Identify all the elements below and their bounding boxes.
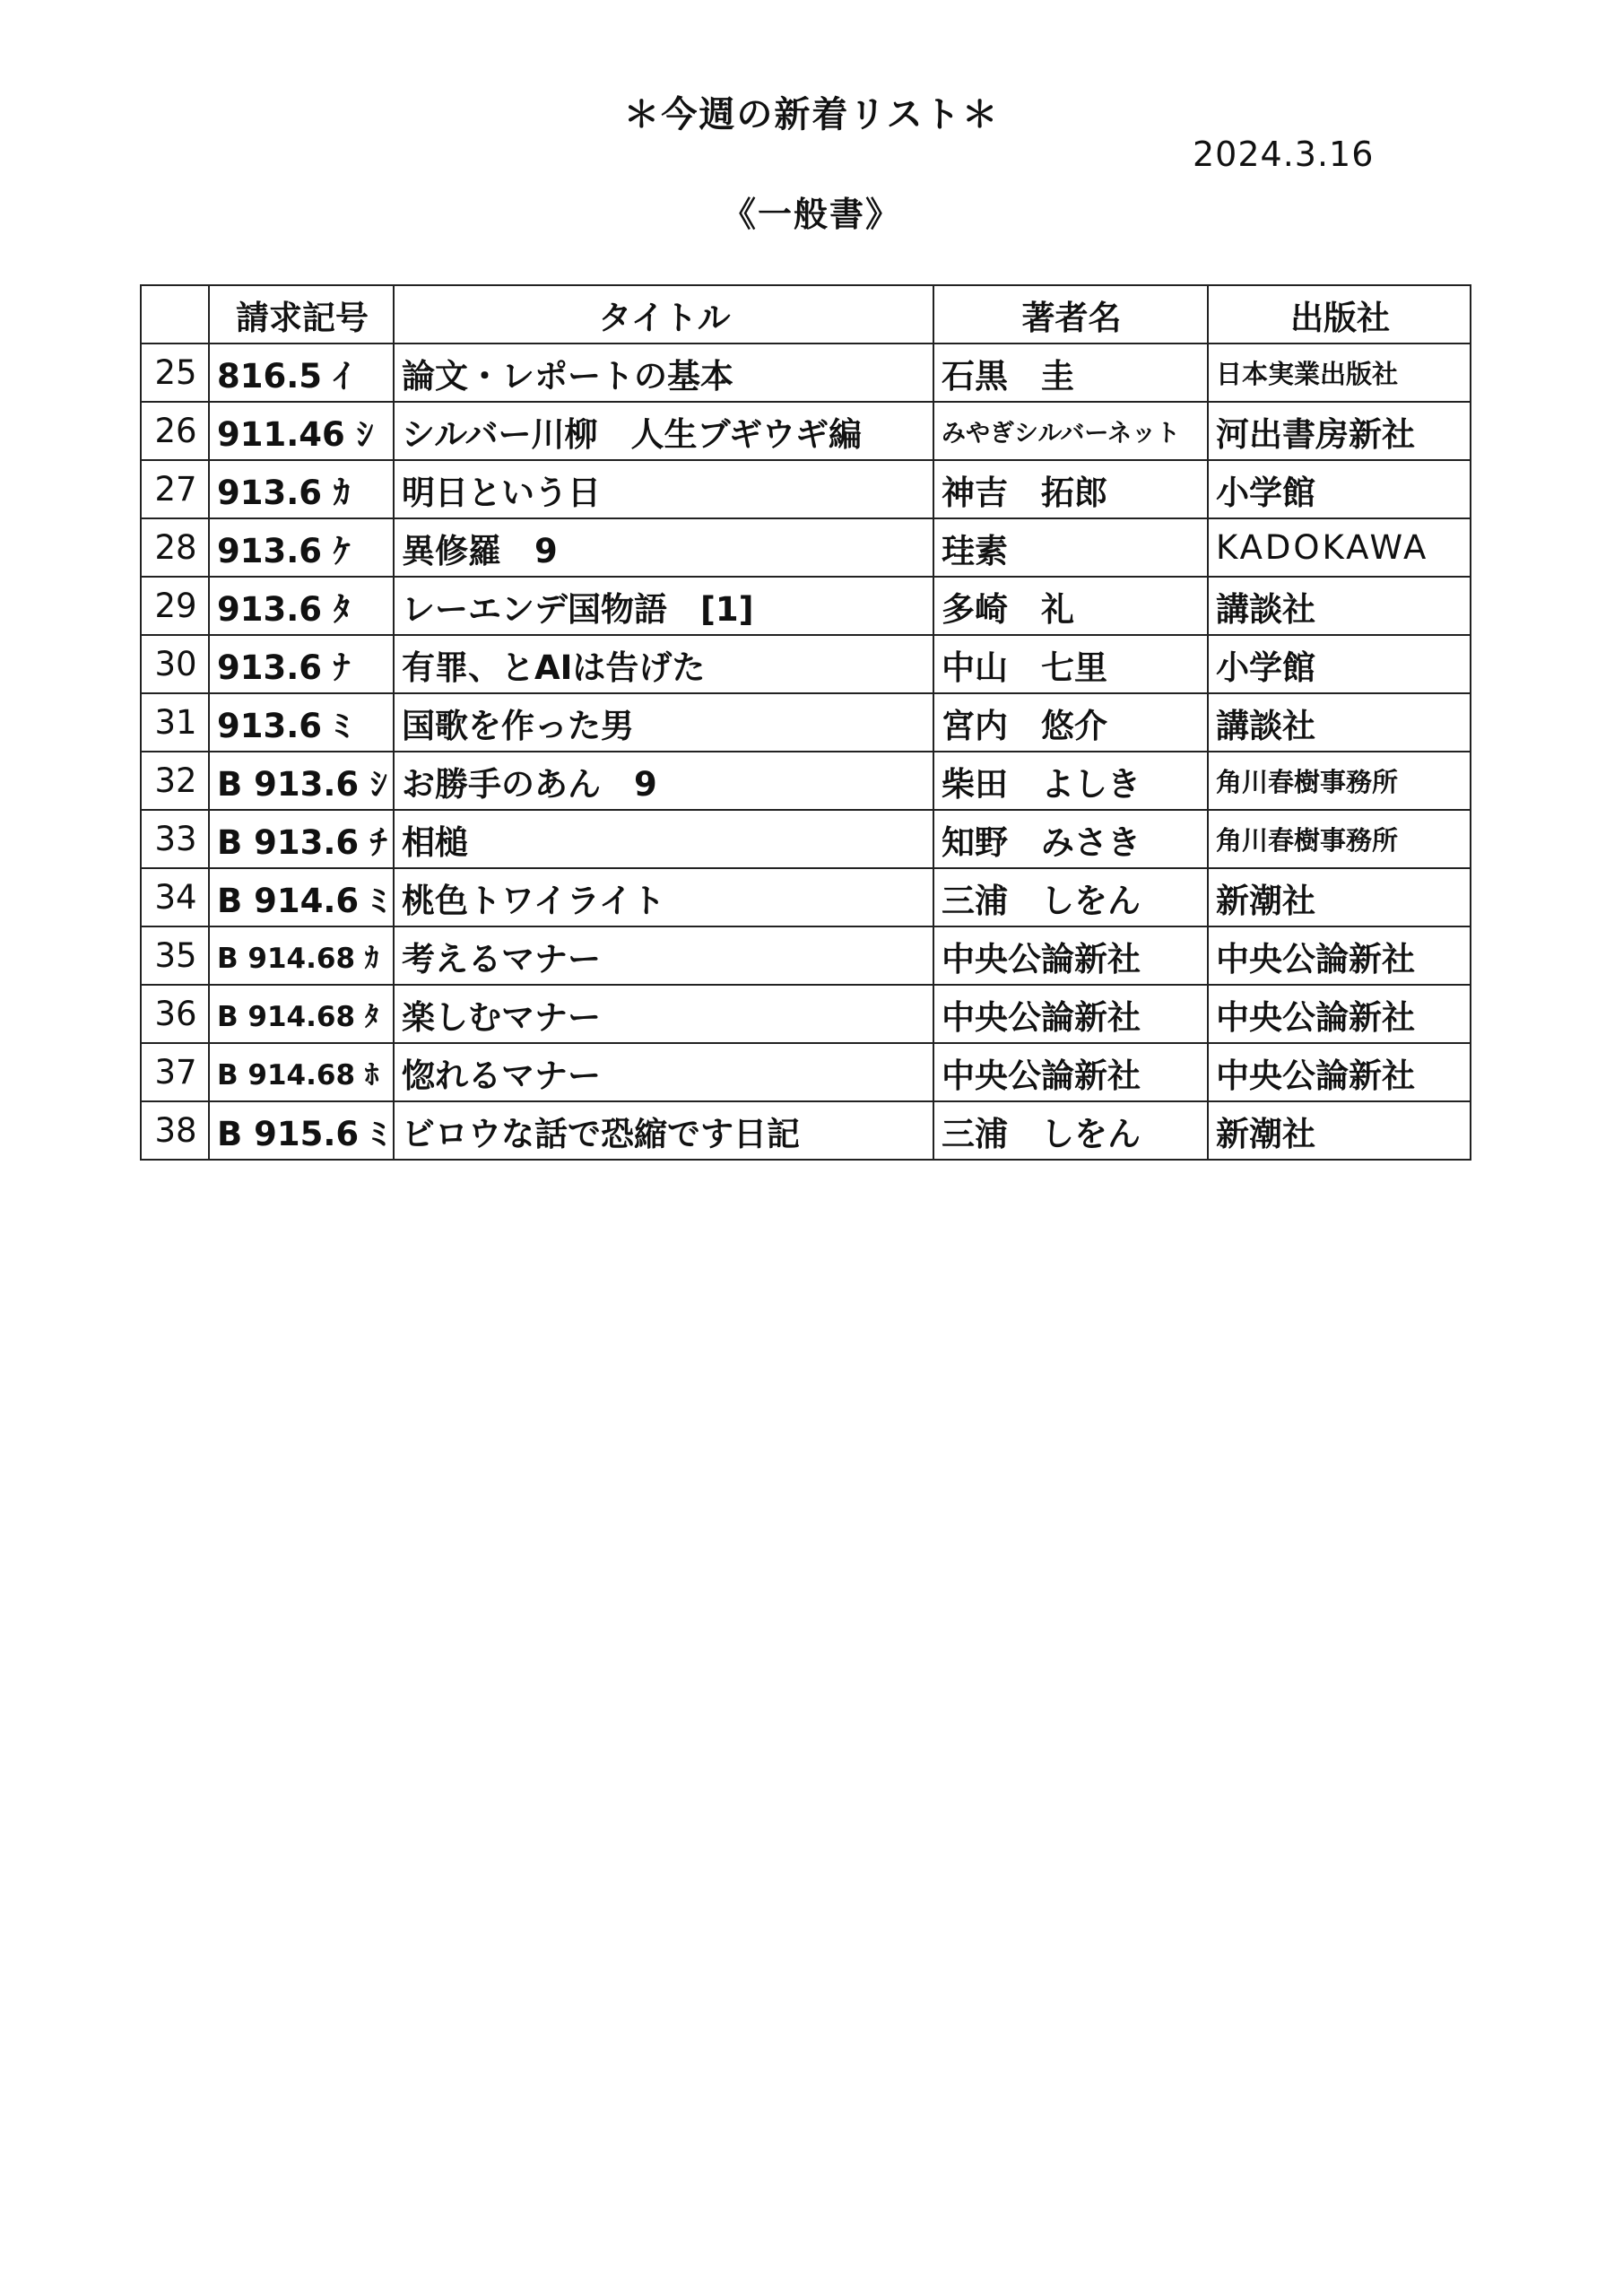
table-row <box>141 985 1471 1043</box>
table-row <box>141 344 1471 402</box>
author-cell: 宮内 悠介 <box>933 693 1208 752</box>
call-number-cell: B 914.68 ﾎ <box>209 1043 394 1101</box>
call-number-cell: B 913.6 ﾁ <box>209 810 394 868</box>
row-number: 35 <box>141 926 209 985</box>
table-row <box>141 1101 1471 1160</box>
author-cell: 柴田 よしき <box>933 752 1208 810</box>
author-cell: 中山 七里 <box>933 635 1208 693</box>
publisher-cell: 小学館 <box>1208 460 1471 518</box>
author-cell: 中央公論新社 <box>933 1043 1208 1101</box>
row-number: 25 <box>141 344 209 402</box>
table-row <box>141 518 1471 577</box>
title-cell: 楽しむマナー <box>394 985 933 1043</box>
author-cell: みやぎシルバーネット <box>933 402 1208 460</box>
row-number: 36 <box>141 985 209 1043</box>
author-cell: 中央公論新社 <box>933 985 1208 1043</box>
table-row <box>141 810 1471 868</box>
title-cell: 異修羅 9 <box>394 518 933 577</box>
call-number-cell: B 914.68 ｶ <box>209 926 394 985</box>
section-heading: 《一般書》 <box>721 195 901 234</box>
header-publisher: 出版社 <box>1208 285 1471 344</box>
row-number: 26 <box>141 402 209 460</box>
call-number-cell: 913.6 ﾀ <box>209 577 394 635</box>
row-number: 33 <box>141 810 209 868</box>
publisher-cell: 角川春樹事務所 <box>1208 810 1471 868</box>
call-number-cell: 913.6 ｶ <box>209 460 394 518</box>
table-header-row <box>141 285 1471 344</box>
header-title: タイトル <box>394 285 933 344</box>
title-cell: シルバー川柳 人生ブギウギ編 <box>394 402 933 460</box>
table-row <box>141 1043 1471 1101</box>
document-date: 2024.3.16 <box>1193 135 1375 174</box>
publisher-cell: 中央公論新社 <box>1208 926 1471 985</box>
author-cell: 三浦 しをん <box>933 1101 1208 1160</box>
publisher-cell: 講談社 <box>1208 693 1471 752</box>
publisher-cell: 角川春樹事務所 <box>1208 752 1471 810</box>
title-cell: 考えるマナー <box>394 926 933 985</box>
table-row <box>141 868 1471 926</box>
author-cell: 中央公論新社 <box>933 926 1208 985</box>
row-number: 30 <box>141 635 209 693</box>
call-number-cell: 913.6 ﾐ <box>209 693 394 752</box>
author-cell: 珪素 <box>933 518 1208 577</box>
title-cell: ビロウな話で恐縮です日記 <box>394 1101 933 1160</box>
title-cell: 国歌を作った男 <box>394 693 933 752</box>
table-row <box>141 752 1471 810</box>
document-title: ＊今週の新着リスト＊ <box>623 94 1000 135</box>
publisher-cell: 新潮社 <box>1208 1101 1471 1160</box>
publisher-cell: 中央公論新社 <box>1208 985 1471 1043</box>
table-row <box>141 577 1471 635</box>
author-cell: 石黒 圭 <box>933 344 1208 402</box>
call-number-cell: 816.5 ｲ <box>209 344 394 402</box>
call-number-cell: 913.6 ﾅ <box>209 635 394 693</box>
title-cell: お勝手のあん 9 <box>394 752 933 810</box>
author-cell: 多崎 礼 <box>933 577 1208 635</box>
row-number: 32 <box>141 752 209 810</box>
row-number: 31 <box>141 693 209 752</box>
publisher-cell: 小学館 <box>1208 635 1471 693</box>
publisher-cell: 新潮社 <box>1208 868 1471 926</box>
title-cell: 論文・レポートの基本 <box>394 344 933 402</box>
author-cell: 三浦 しをん <box>933 868 1208 926</box>
publisher-cell: KADOKAWA <box>1208 518 1471 577</box>
call-number-cell: B 914.6 ﾐ <box>209 868 394 926</box>
row-number: 28 <box>141 518 209 577</box>
publisher-cell: 講談社 <box>1208 577 1471 635</box>
call-number-cell: 911.46 ｼ <box>209 402 394 460</box>
table-row <box>141 693 1471 752</box>
title-cell: 明日という日 <box>394 460 933 518</box>
row-number: 34 <box>141 868 209 926</box>
title-cell: 惚れるマナー <box>394 1043 933 1101</box>
row-number: 27 <box>141 460 209 518</box>
row-number: 38 <box>141 1101 209 1160</box>
table-row <box>141 926 1471 985</box>
title-cell: 桃色トワイライト <box>394 868 933 926</box>
row-number: 37 <box>141 1043 209 1101</box>
header-author: 著者名 <box>933 285 1208 344</box>
row-number: 29 <box>141 577 209 635</box>
table-row <box>141 402 1471 460</box>
title-cell: レーエンデ国物語 [1] <box>394 577 933 635</box>
publisher-cell: 日本実業出版社 <box>1208 344 1471 402</box>
header-call-number: 請求記号 <box>209 285 394 344</box>
call-number-cell: B 915.6 ﾐ <box>209 1101 394 1160</box>
title-cell: 相槌 <box>394 810 933 868</box>
title-cell: 有罪、とAIは告げた <box>394 635 933 693</box>
new-books-table <box>140 284 1471 1161</box>
call-number-cell: B 914.68 ﾀ <box>209 985 394 1043</box>
table-row <box>141 635 1471 693</box>
call-number-cell: 913.6 ｹ <box>209 518 394 577</box>
publisher-cell: 河出書房新社 <box>1208 402 1471 460</box>
header-number <box>141 285 209 344</box>
table-row <box>141 460 1471 518</box>
publisher-cell: 中央公論新社 <box>1208 1043 1471 1101</box>
author-cell: 神吉 拓郎 <box>933 460 1208 518</box>
call-number-cell: B 913.6 ｼ <box>209 752 394 810</box>
author-cell: 知野 みさき <box>933 810 1208 868</box>
